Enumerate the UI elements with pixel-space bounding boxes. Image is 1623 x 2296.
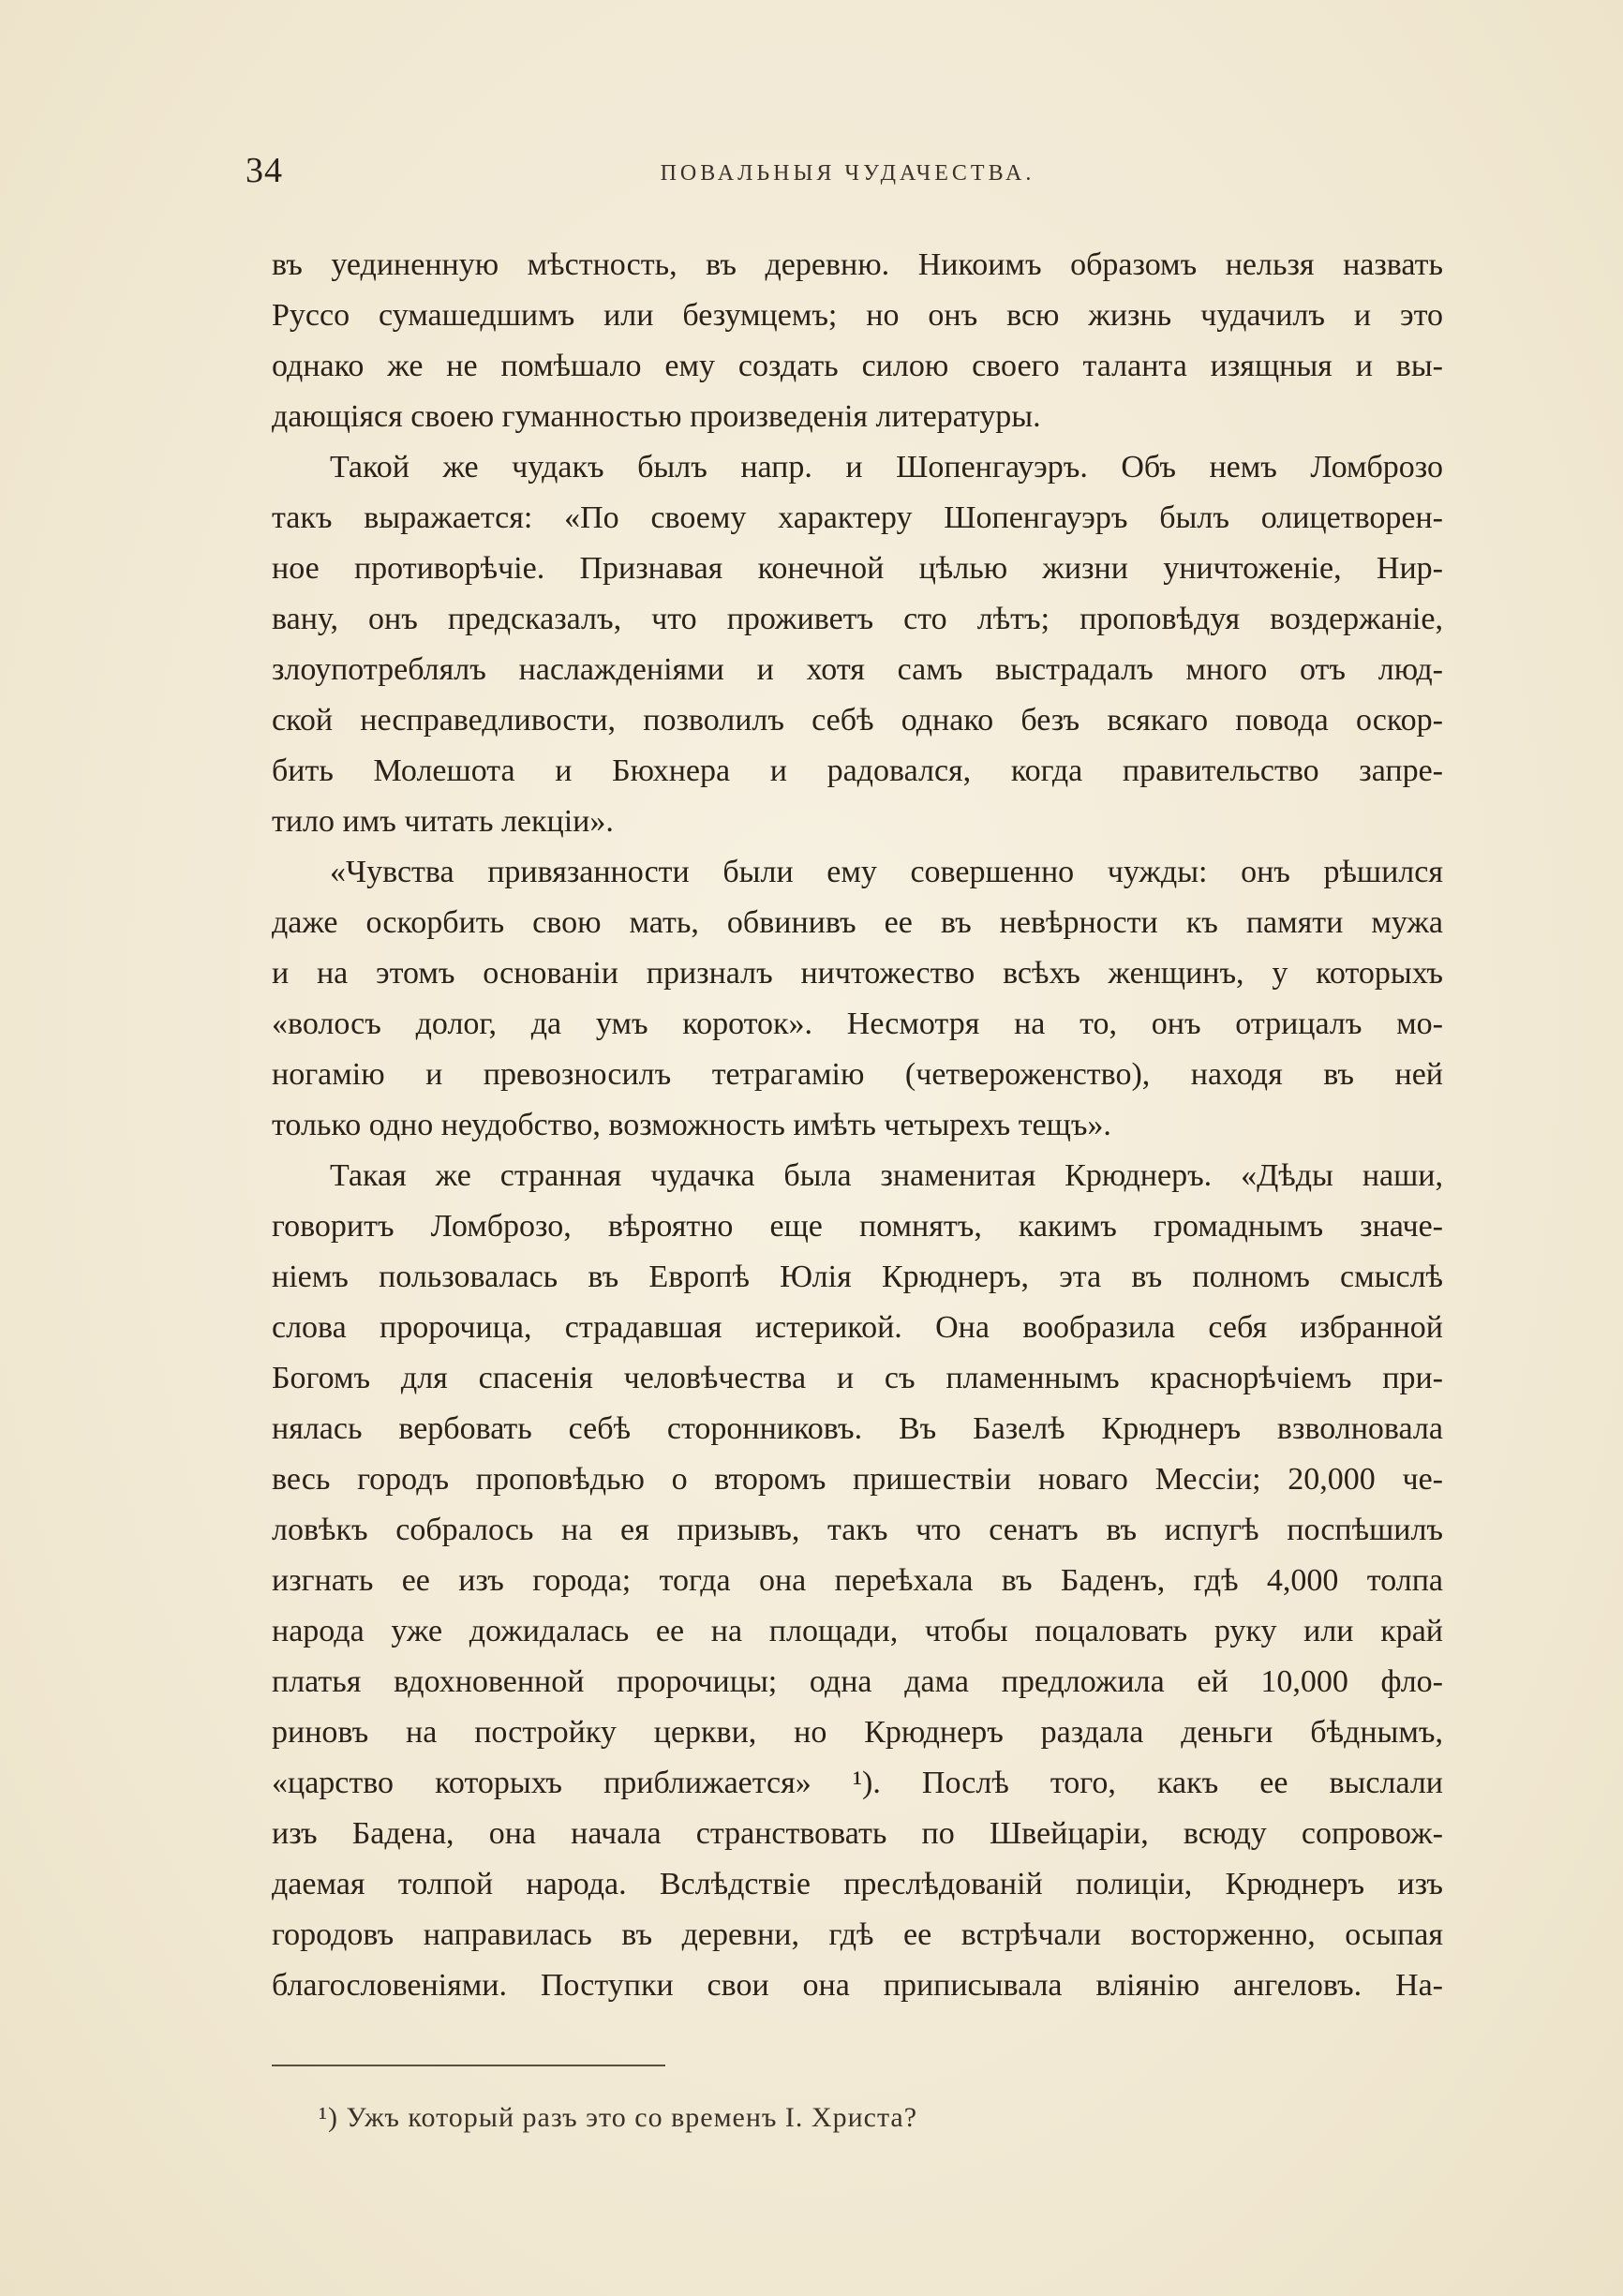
text-line: весь городъ проповѣдью о второмъ пришествіи новаго Мессіи; 20,000 че-	[272, 1462, 1443, 1497]
paragraph-4	[272, 1151, 1443, 2011]
text-line: «царство которыхъ приближается» ¹). Послѣ того, какъ ее выслали	[272, 1766, 1443, 1800]
text-line: изгнать ее изъ города; тогда она переѣхала въ Баденъ, гдѣ 4,000 толпа	[272, 1563, 1443, 1598]
page-number: 34	[246, 151, 283, 190]
text-line: «волосъ долог, да умъ короток». Несмотря на то, онъ отрицалъ мо-	[272, 1006, 1443, 1041]
text-line: ловѣкъ собралось на ея призывъ, такъ что сенатъ въ испугѣ поспѣшилъ	[272, 1513, 1443, 1547]
text-line: «Чувства привязанности были ему совершенно чужды: онъ рѣшился	[330, 855, 1443, 889]
text-line: тило имъ читать лекціи».	[272, 804, 614, 839]
footnote	[319, 2099, 1349, 2137]
text-line: народа уже дожидалась ее на площади, чтобы поцаловать руку или край	[272, 1614, 1443, 1648]
text-line: изъ Бадена, она начала странствовать по Швейцаріи, всюду сопровож-	[272, 1816, 1443, 1851]
text-line: ногамію и превозносилъ тетрагамію (четвероженство), находя въ ней	[272, 1057, 1443, 1092]
text-line: въ уединенную мѣстность, въ деревню. Никоимъ образомъ нельзя назвать	[272, 247, 1443, 282]
text-line: даемая толпой народа. Вслѣдствіе преслѣдованій полиціи, Крюднеръ изъ	[272, 1867, 1443, 1901]
text-line: бить Молешота и Бюхнера и радовался, когда правительство запре-	[272, 753, 1443, 788]
text-line: злоупотреблялъ наслажденіями и хотя самъ выстрадалъ много отъ люд-	[272, 652, 1443, 687]
footnote-divider	[272, 2065, 665, 2066]
text-line: платья вдохновенной пророчицы; одна дама предложила ей 10,000 фло-	[272, 1664, 1443, 1699]
text-line: Богомъ для спасенія человѣчества и съ пламеннымъ краснорѣчіемъ при-	[272, 1361, 1443, 1395]
text-line: Такой же чудакъ былъ напр. и Шопенгауэръ. Объ немъ Ломброзо	[330, 450, 1443, 485]
paragraph-2	[272, 442, 1443, 847]
footnote-text: Ужъ который разъ это со временъ І. Христа?	[346, 2102, 918, 2133]
footnote-marker: ¹)	[319, 2102, 338, 2133]
running-title: ПОВАЛЬНЫЯ ЧУДАЧЕСТВА.	[660, 161, 1035, 186]
text-line: Руссо сумашедшимъ или безумцемъ; но онъ всю жизнь чудачилъ и это	[272, 298, 1443, 333]
text-line: такъ выражается: «По своему характеру Шопенгауэръ былъ олицетворен-	[272, 500, 1443, 535]
text-line: ніемъ пользовалась въ Европѣ Юлія Крюднеръ, эта въ полномъ смыслѣ	[272, 1260, 1443, 1294]
text-line: ской несправедливости, позволилъ себѣ однако безъ всякаго повода оскор-	[272, 703, 1443, 738]
page-header	[246, 150, 1450, 206]
text-line: слова пророчица, страдавшая истерикой. Она вообразила себя избранной	[272, 1310, 1443, 1345]
text-line: говоритъ Ломброзо, вѣроятно еще помнятъ, какимъ громаднымъ значе-	[272, 1209, 1443, 1244]
text-line: однако же не помѣшало ему создать силою своего таланта изящныя и вы-	[272, 349, 1443, 383]
text-line: только одно неудобство, возможность имѣть четырехъ тещъ».	[272, 1108, 1111, 1142]
text-line: и на этомъ основаніи призналъ ничтожество всѣхъ женщинъ, у которыхъ	[272, 956, 1443, 991]
paragraph-1	[272, 240, 1443, 442]
text-line: ное противорѣчіе. Признавая конечной цѣлью жизни уничтоженіе, Нир-	[272, 551, 1443, 586]
paragraph-3	[272, 847, 1443, 1151]
text-line: городовъ направилась въ деревни, гдѣ ее встрѣчали восторженно, осыпая	[272, 1917, 1443, 1952]
text-line: нялась вербовать себѣ сторонниковъ. Въ Базелѣ Крюднеръ взволновала	[272, 1411, 1443, 1446]
text-line: даже оскорбить свою мать, обвинивъ ее въ невѣрности къ памяти мужа	[272, 905, 1443, 940]
text-line: Такая же странная чудачка была знаменитая Крюднеръ. «Дѣды наши,	[330, 1158, 1443, 1193]
text-line: дающіяся своею гуманностью произведенія литературы.	[272, 399, 1041, 434]
text-line: благословеніями. Поступки свои она приписывала вліянію ангеловъ. На-	[272, 1968, 1443, 2003]
text-line: вану, онъ предсказалъ, что проживетъ сто лѣтъ; проповѣдуя воздержаніе,	[272, 602, 1443, 636]
body-text	[272, 240, 1443, 2011]
text-line: риновъ на постройку церкви, но Крюднеръ раздала деньги бѣднымъ,	[272, 1715, 1443, 1750]
